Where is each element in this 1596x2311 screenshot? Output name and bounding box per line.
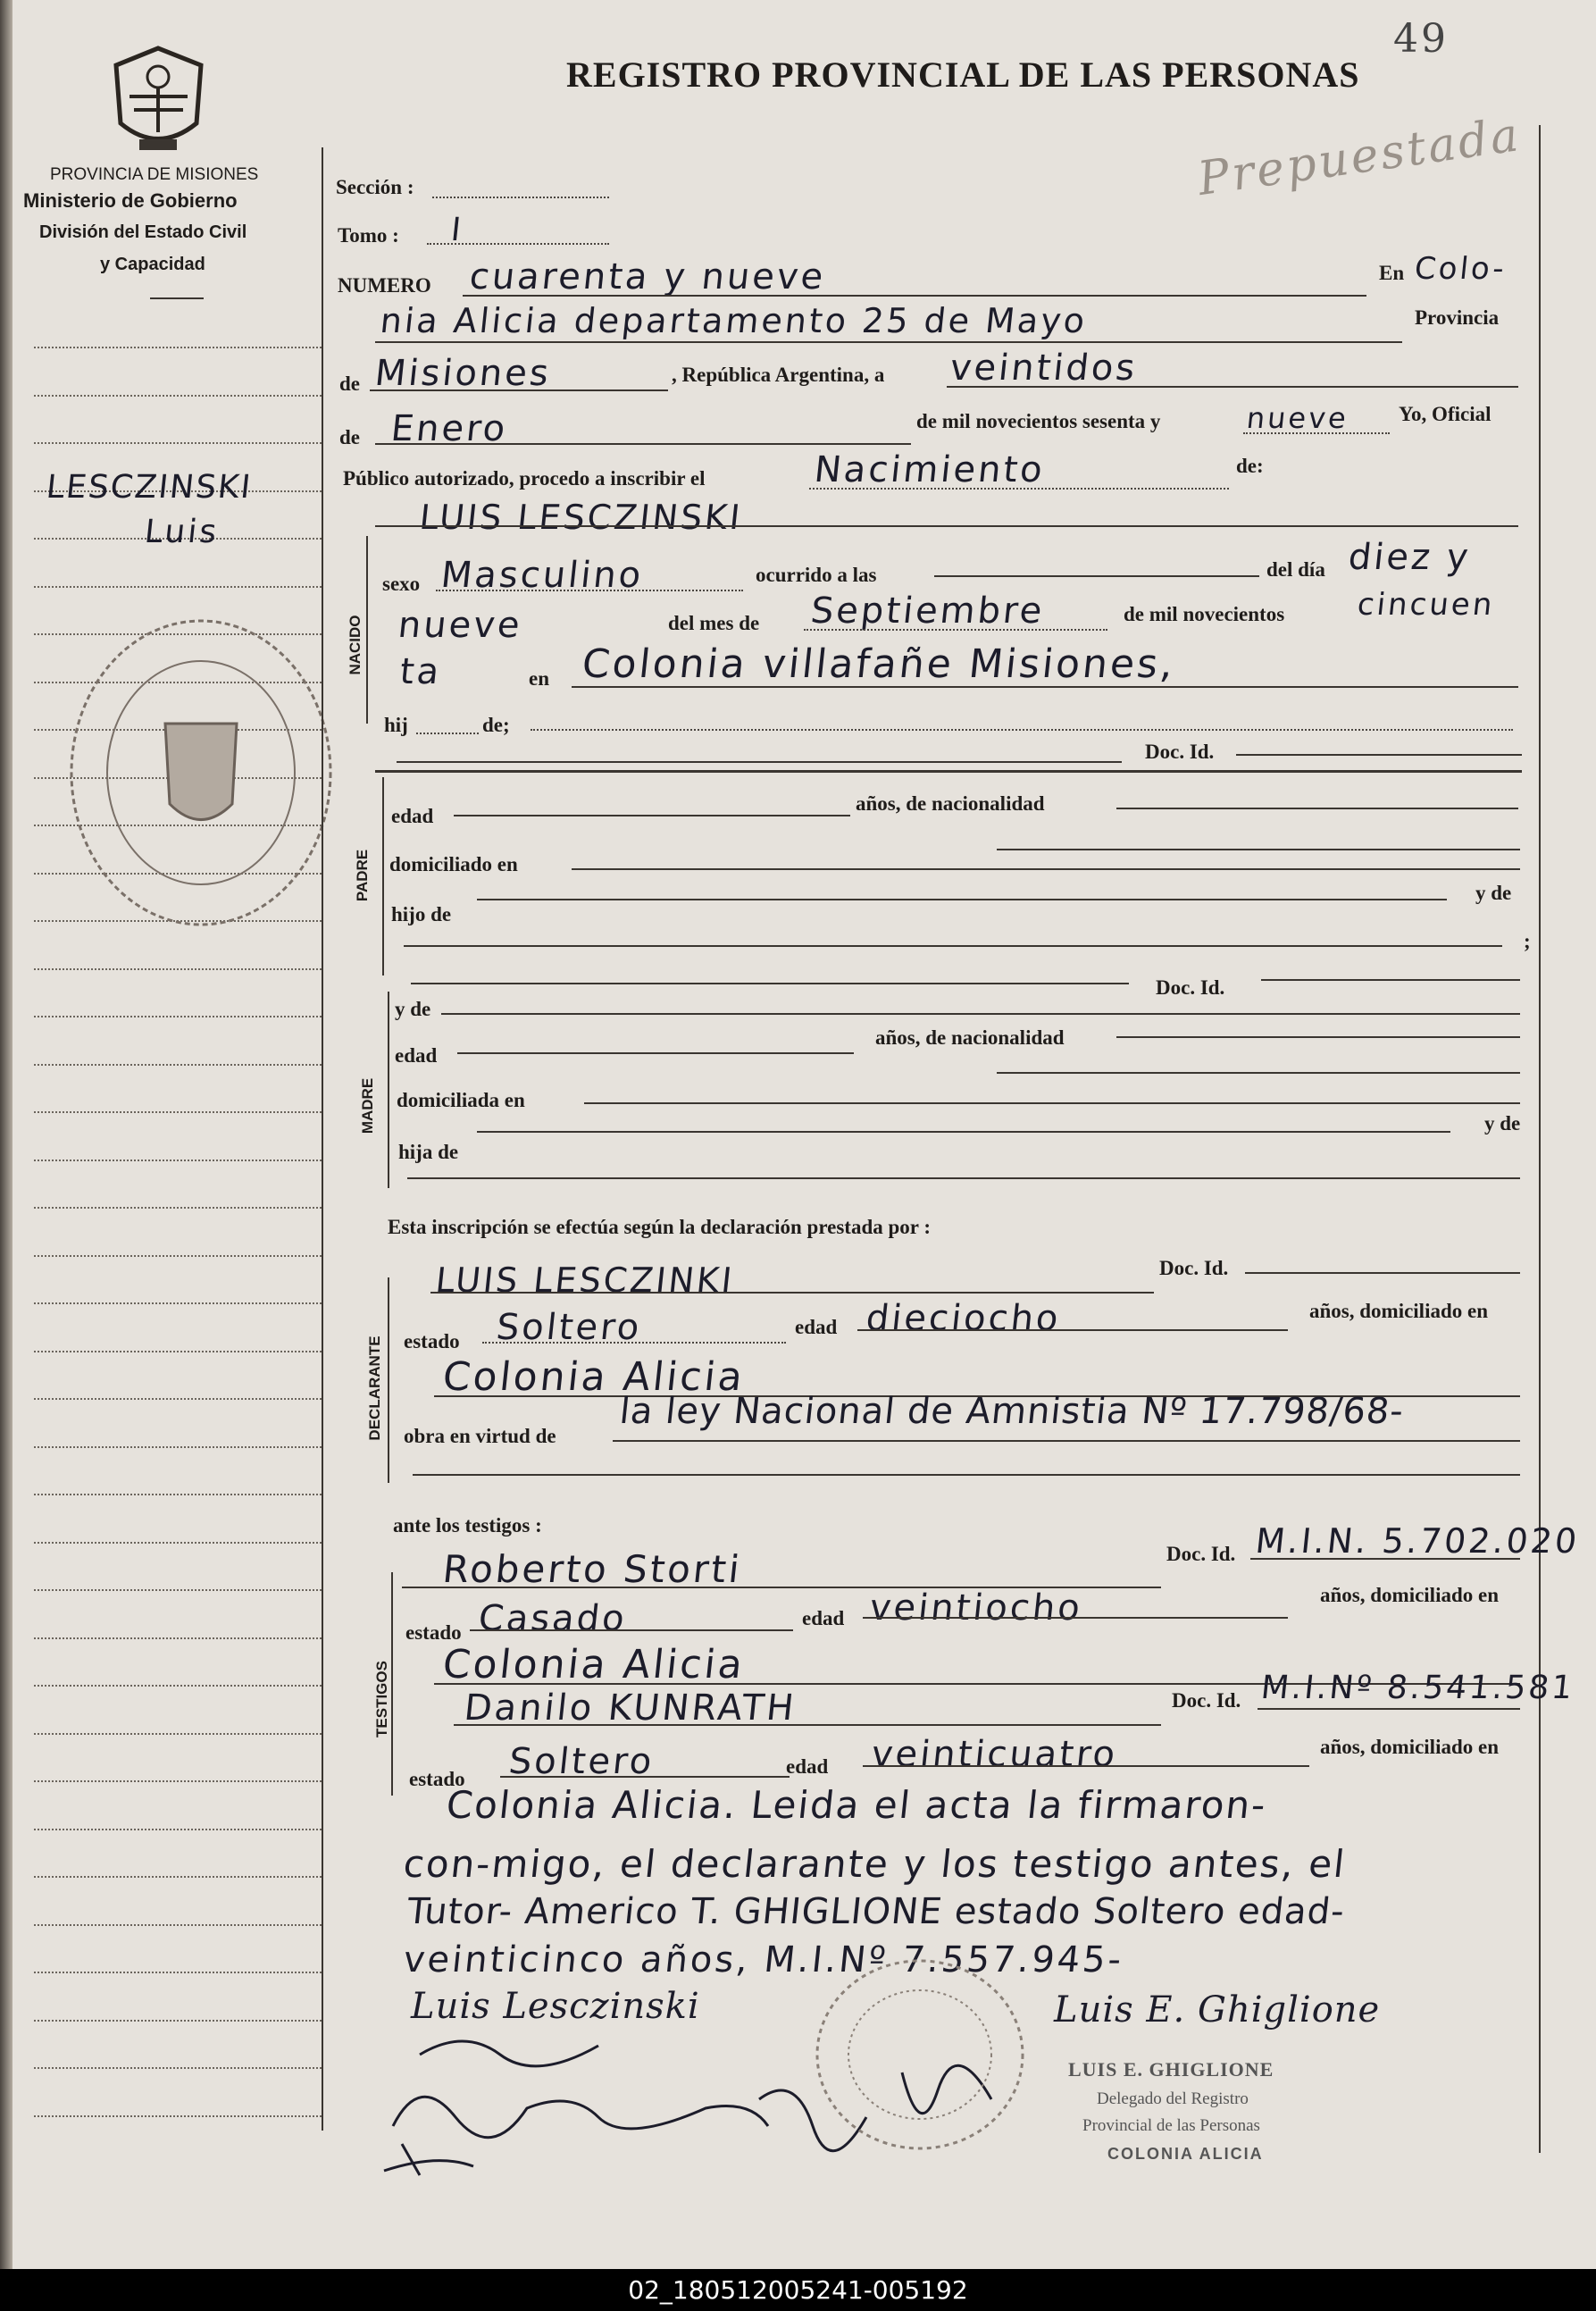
testigo2-doc-line [1258, 1708, 1520, 1710]
testigo1-dom-label: años, domiciliado en [1320, 1584, 1500, 1606]
margin-rule-line [34, 1160, 322, 1161]
office-line3: División del Estado Civil [39, 222, 247, 242]
declarante-obra: la ley Nacional de Amnistia Nº 17.798/68- [617, 1391, 1407, 1432]
stamp-line2: Delegado del Registro [1097, 2089, 1249, 2108]
scan-footer-id: 02_180512005241-005192 [0, 2269, 1596, 2311]
madre-hija-line [477, 1131, 1450, 1133]
stamp-line3: Provincial de las Personas [1082, 2116, 1260, 2135]
margin-rule-line [34, 1207, 322, 1209]
obra-label: obra en virtud de [404, 1425, 556, 1447]
del-mes-label: del mes de [668, 612, 760, 634]
seccion-label: Sección : [336, 176, 414, 198]
testigo1-nombre: Roberto Storti [440, 1547, 745, 1591]
provincia-label: Provincia [1415, 306, 1500, 329]
hij-label: hij [384, 714, 408, 736]
declarante-doc-label: Doc. Id. [1159, 1257, 1229, 1279]
fecha-anio-value: nueve [1245, 401, 1350, 435]
fecha-mes-value: Enero [389, 408, 510, 449]
en-value-2: nia Alicia departamento 25 de Mayo [378, 301, 1090, 340]
margin-rule-line [34, 395, 322, 397]
de-semi-label: de; [482, 714, 510, 736]
del-dia-label: del día [1266, 558, 1325, 581]
madre-yde-label: y de [395, 998, 431, 1020]
margin-rule-line [34, 1111, 322, 1113]
dia-value: diez y [1346, 537, 1473, 578]
office-line4: y Capacidad [100, 255, 205, 274]
madre-nac-line [1116, 1036, 1520, 1038]
testigo1-domicilio: Colonia Alicia [440, 1642, 748, 1687]
testigo2-estado-label: estado [409, 1768, 465, 1790]
testigo2-edad: veinticuatro [869, 1734, 1120, 1775]
margin-rule-line [34, 1351, 322, 1352]
de2-label: de [339, 426, 360, 448]
margin-rule-line [34, 347, 322, 348]
testigo2-nombre-line [454, 1724, 1161, 1726]
en-line [375, 341, 1402, 343]
margin-rule-line [34, 1064, 322, 1066]
madre-dom-label: domiciliada en [397, 1089, 525, 1111]
sexo-line [436, 590, 743, 591]
provincia-value: Misiones [372, 353, 554, 394]
numero-value: cuarenta y nueve [467, 256, 828, 297]
madre-edad-label: edad [395, 1044, 438, 1067]
right-border [1539, 125, 1541, 2153]
madre-yde-line [441, 1013, 1520, 1015]
margin-name: Luis [142, 514, 221, 550]
page-number: 49 [1393, 16, 1449, 62]
en-label: En [1379, 262, 1405, 284]
republica-label: , República Argentina, a [672, 364, 885, 386]
padre-hijo-label: hijo de [391, 903, 452, 925]
hij-line [416, 733, 479, 734]
lugar-value: Colonia villafañe Misiones, [580, 641, 1178, 687]
ante-testigos-label: ante los testigos : [393, 1514, 542, 1536]
margin-rule-line [34, 1302, 322, 1304]
padre-top-rule [375, 770, 1522, 773]
office-line1: PROVINCIA DE MISIONES [50, 165, 259, 184]
mes-nac-value: Septiembre [808, 590, 1047, 632]
firma-declarante: Luis Lesczinski [411, 1986, 700, 2027]
declarante-dom-label: años, domiciliado en [1309, 1300, 1489, 1322]
fecha-anio-line [1243, 432, 1390, 434]
mil-sesenta-label: de mil novecientos sesenta y [916, 410, 1161, 432]
testigo2-dom-label: años, domiciliado en [1320, 1736, 1500, 1758]
cierre-linea-2: Tutor- Americo T. GHIGLIONE estado Soltero edad- [405, 1891, 1348, 1932]
testigo2-domicilio: Colonia Alicia. Leida el acta la firmaron- [444, 1783, 1270, 1827]
margin-rule-line [34, 2020, 322, 2022]
seccion-line [432, 197, 609, 198]
madre-hija-label: hija de [398, 1141, 459, 1163]
scan-edge [0, 0, 13, 2269]
madre-doc-line [411, 983, 1129, 984]
nacido-nombre: LUIS LESCZINSKI [417, 498, 745, 537]
madre-nac-label: años, de nacionalidad [875, 1026, 1065, 1049]
fecha-dia-value: veintidos [948, 347, 1140, 389]
padre-yde-line [404, 945, 1502, 947]
margin-rule-line [34, 1829, 322, 1830]
madre-nac-line-2 [997, 1072, 1520, 1074]
testigo2-estado-line [500, 1776, 790, 1778]
declarante-doc-line [1245, 1272, 1520, 1274]
provincia-line [370, 389, 668, 391]
margin-rule-line [34, 1733, 322, 1735]
numero-line [463, 295, 1366, 297]
declarante-estado-label: estado [404, 1330, 460, 1352]
office-line2: Ministerio de Gobierno [23, 189, 238, 212]
margin-surname: LESCZINSKI [44, 469, 255, 506]
testigo1-estado: Casado [476, 1598, 630, 1639]
padre-bracket [382, 777, 384, 975]
padre-doc-line [397, 761, 1122, 763]
testigo2-nombre: Danilo KUNRATH [462, 1687, 798, 1729]
testigos-bracket [391, 1572, 393, 1796]
anio-nac-value-2: ta [397, 651, 444, 692]
margin-rule-line [34, 1542, 322, 1544]
testigo1-doc: M.I.N. 5.702.020 [1253, 1521, 1582, 1561]
madre-doc-value-line [1261, 979, 1520, 981]
testigo2-edad-label: edad [786, 1755, 829, 1778]
margin-rule-line [34, 1924, 322, 1926]
testigo1-edad-label: edad [802, 1607, 845, 1629]
padre-edad-label: edad [391, 805, 434, 827]
padre-section-label: PADRE [354, 849, 371, 902]
testigo2-doc-label: Doc. Id. [1172, 1689, 1241, 1712]
margin-rule-line [34, 442, 322, 444]
madre-dom-line [584, 1102, 1520, 1104]
tomo-value: I [448, 212, 465, 248]
margin-rule-line [34, 2115, 322, 2117]
madre-yde2-line [407, 1177, 1520, 1179]
office-divider [150, 297, 204, 299]
margin-rule-line [34, 586, 322, 588]
padre-yde-label: y de [1475, 882, 1512, 904]
padre-nac-label: años, de nacionalidad [856, 792, 1045, 815]
sexo-label: sexo [382, 573, 421, 595]
testigo1-estado-line [470, 1629, 793, 1631]
testigo2-edad-line [863, 1765, 1309, 1767]
margin-annotation: Prepuestada [1194, 107, 1525, 207]
padre-dom-line [572, 868, 1520, 870]
dia-value-2: nueve [396, 605, 525, 646]
declarante-edad-line [857, 1329, 1288, 1331]
cierre-linea-1: con-migo, el declarante y los testigo antes, el [401, 1842, 1349, 1886]
padre-semicolon: ; [1524, 930, 1531, 952]
acto-value: Nacimiento [812, 449, 1048, 490]
hij-de-line [531, 729, 1513, 731]
tomo-label: Tomo : [338, 224, 399, 247]
testigo1-doc-line [1250, 1558, 1520, 1560]
stamp-line4: COLONIA ALICIA [1107, 2145, 1264, 2163]
declarante-nombre: LUIS LESCZINKI [433, 1260, 737, 1300]
testigo1-estado-label: estado [405, 1621, 462, 1644]
margin-rule-line [34, 1494, 322, 1495]
testigo2-estado: Soltero [506, 1741, 656, 1782]
padre-nac-line [1116, 808, 1518, 809]
declarante-nombre-line [430, 1292, 1154, 1294]
de-label: de [339, 373, 360, 395]
margin-rule-line [34, 968, 322, 970]
anio-nac-value: cincuen [1355, 587, 1497, 623]
acto-line [809, 488, 1229, 490]
declarante-domicilio: Colonia Alicia [440, 1354, 748, 1400]
sexo-value: Masculino [439, 555, 646, 596]
province-crest-icon [107, 43, 210, 159]
margin-rule-line [34, 1780, 322, 1782]
margin-rule-line [34, 1972, 322, 1973]
cierre-linea-3: veinticinco años, M.I.Nº 7.557.945- [401, 1939, 1126, 1980]
declarante-estado: Soltero [494, 1307, 644, 1348]
padre-dom-label: domiciliado en [389, 853, 518, 875]
hora-line [934, 575, 1259, 577]
declarante-edad: dieciocho [864, 1298, 1063, 1339]
lugar-line [572, 686, 1518, 688]
margin-rule-line [34, 1255, 322, 1257]
en2-label: en [529, 667, 549, 690]
declarante-edad-label: edad [795, 1316, 838, 1338]
margin-rule-line [34, 1446, 322, 1448]
margin-border [322, 147, 323, 2131]
publico-label: Público autorizado, procedo a inscribir el [343, 467, 706, 490]
margin-rule-line [34, 2067, 322, 2069]
mil-novecientos-label: de mil novecientos [1124, 603, 1285, 625]
declarante-bracket [388, 1277, 389, 1483]
madre-section-label: MADRE [359, 1077, 376, 1135]
nombre-line [375, 525, 1518, 527]
ocurrido-label: ocurrido a las [756, 564, 877, 586]
fecha-mes-line [375, 443, 911, 445]
margin-rule-line [34, 1398, 322, 1400]
testigo1-edad-line [863, 1617, 1288, 1619]
obra-line [613, 1440, 1520, 1442]
margin-rule-line [34, 1685, 322, 1687]
padre-doc-label: Doc. Id. [1145, 741, 1215, 763]
testigo1-doc-label: Doc. Id. [1166, 1543, 1236, 1565]
declarante-section-label: DECLARANTE [366, 1336, 383, 1441]
margin-rule-line [34, 1589, 322, 1591]
testigo2-doc: M.I.Nº 8.541.581 [1258, 1670, 1577, 1706]
nacido-section-label: NACIDO [347, 615, 363, 675]
fecha-dia-line [947, 386, 1518, 388]
yo-oficial-label: Yo, Oficial [1399, 403, 1492, 425]
padre-hijo-line [477, 899, 1447, 900]
nacido-bracket [366, 536, 368, 724]
numero-label: NUMERO [338, 274, 431, 297]
stamp-line1: LUIS E. GHIGLIONE [1068, 2058, 1274, 2081]
padre-nac-line-2 [997, 849, 1520, 850]
declarante-estado-line [482, 1342, 786, 1344]
padre-doc-value-line [1236, 754, 1522, 756]
madre-yde2-label: y de [1484, 1112, 1521, 1135]
obra-line-2 [413, 1474, 1520, 1476]
de-colon-label: de: [1236, 455, 1264, 477]
madre-edad-line [457, 1052, 854, 1054]
official-seal-stamp [63, 607, 339, 938]
en-value-1: Colo- [1412, 251, 1508, 287]
padre-edad-line [454, 815, 850, 816]
registry-stamp-circle [804, 1947, 1036, 2162]
tomo-line [427, 243, 609, 245]
margin-rule-line [34, 1016, 322, 1017]
mes-nac-line [804, 629, 1107, 631]
firma-oficial: Luis E. Ghiglione [1054, 1989, 1381, 2030]
page-title: REGISTRO PROVINCIAL DE LAS PERSONAS [566, 54, 1360, 95]
testigos-section-label: TESTIGOS [373, 1661, 390, 1737]
inscripcion-label: Esta inscripción se efectúa según la declaración prestada por : [388, 1216, 931, 1238]
madre-bracket [388, 992, 389, 1188]
madre-doc-label: Doc. Id. [1156, 976, 1225, 999]
testigo1-edad: veintiocho [867, 1587, 1085, 1629]
margin-rule-line [34, 1637, 322, 1639]
margin-rule-line [34, 1876, 322, 1878]
